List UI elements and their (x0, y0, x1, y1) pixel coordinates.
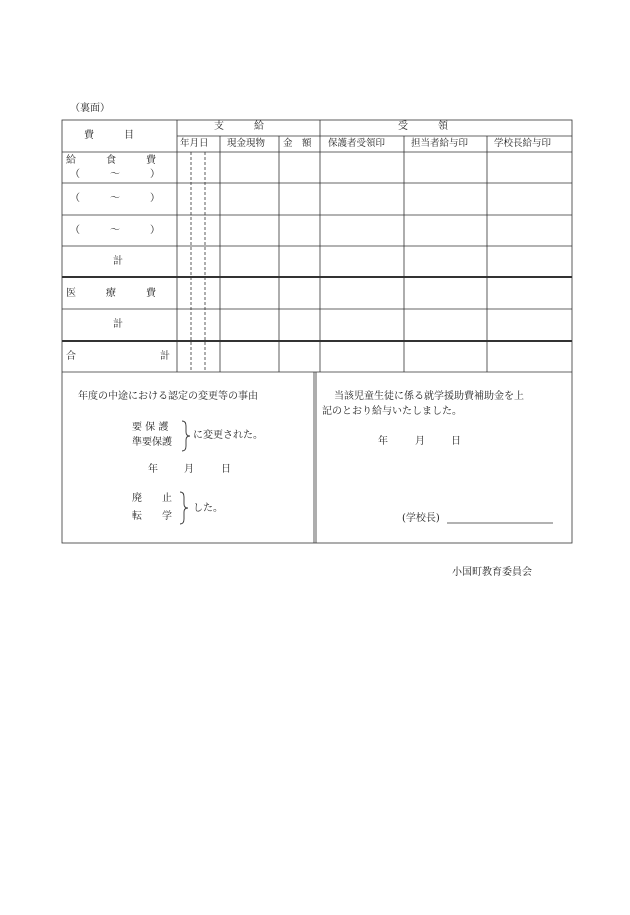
brace-icon (178, 491, 190, 525)
status-protected: 要 保 護 (132, 422, 169, 433)
done-text: した。 (193, 503, 223, 514)
header-staff-seal: 担当者給与印 (411, 138, 469, 149)
row-period-2: （ ～ ） (70, 193, 160, 204)
row-period-3: （ ～ ） (70, 225, 160, 236)
confirm-line-2: 記のとおり給与いたしました。 (322, 406, 462, 417)
status-semi-protected: 準要保護 (132, 437, 172, 448)
header-date: 年月日 (180, 138, 209, 149)
row-subtotal-2: 計 (113, 319, 123, 330)
confirm-line-1: 当該児童生徒に係る就学援助費補助金を上 (334, 391, 524, 402)
row-subtotal-1: 計 (113, 256, 123, 267)
changed-text: に変更された。 (193, 430, 263, 441)
row-grand-total-right: 計 (160, 351, 170, 362)
header-cash-goods: 現金現物 (227, 138, 266, 149)
confirm-date-day: 日 (451, 436, 461, 447)
brace-icon (180, 420, 192, 452)
row-grand-total-left: 合 (66, 351, 76, 362)
header-principal-seal: 学校長給与印 (494, 138, 552, 149)
change-date-year: 年 (148, 464, 158, 475)
header-expense-item: 費 目 (84, 130, 134, 141)
change-date-day: 日 (221, 464, 231, 475)
outer-frame (62, 120, 572, 543)
header-guardian-seal: 保護者受領印 (328, 138, 386, 149)
confirm-date-month: 月 (415, 436, 425, 447)
row-period-1: （ ～ ） (70, 169, 160, 180)
change-heading: 年度の中途における認定の変更等の事由 (78, 391, 258, 402)
confirm-date-year: 年 (378, 436, 388, 447)
header-amount: 金 額 (283, 138, 312, 149)
footer-organization: 小国町教育委員会 (452, 567, 532, 578)
reason-transfer: 転 学 (132, 511, 172, 522)
header-payment: 支 給 (214, 121, 264, 132)
row-medical-label: 医 療 費 (66, 288, 156, 299)
reason-abolished: 廃 止 (132, 493, 172, 504)
row-lunch-label: 給 食 費 (66, 155, 156, 166)
principal-label: (学校長) (402, 513, 440, 524)
header-receipt: 受 領 (398, 121, 448, 132)
change-date-month: 月 (184, 464, 194, 475)
page-side-label: （裏面） (70, 103, 110, 114)
